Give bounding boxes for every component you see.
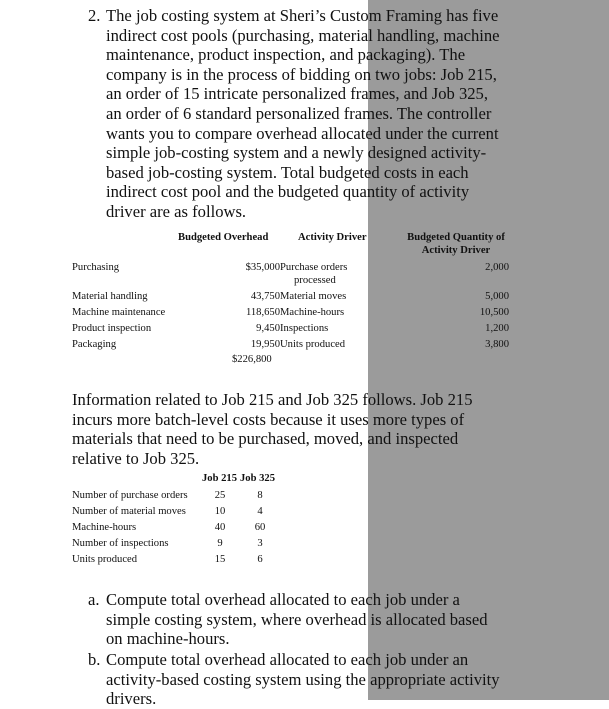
job215-value: 40 [214, 522, 226, 533]
pool-label: Packaging [72, 339, 117, 350]
job-row-label: Units produced [72, 554, 138, 565]
overhead-total: $226,800 [232, 354, 272, 365]
part-a-label: a. [88, 590, 100, 609]
job325-value: 6 [257, 554, 263, 565]
overhead-value: $35,000 [245, 262, 280, 273]
job325-value: 4 [257, 506, 263, 517]
overhead-value: 19,950 [250, 339, 280, 350]
driver-label: Purchase orders [280, 262, 348, 273]
job-row-label: Machine-hours [72, 522, 137, 533]
overhead-value: 118,650 [245, 307, 280, 318]
pool-label: Machine maintenance [72, 307, 166, 318]
overhead-value: 43,750 [250, 291, 280, 302]
question-line: wants you to compare overhead allocated under the current [106, 123, 499, 143]
part-a-text [106, 590, 488, 649]
pool-label: Material handling [72, 291, 148, 302]
part-b-line: drivers. [106, 689, 157, 709]
question-line: indirect cost pool and the budgeted quantity of activity [106, 182, 470, 202]
info-line: Information related to Job 215 and Job 325 follows. Job 215 [72, 390, 473, 409]
header-quantity-line: Activity Driver [421, 245, 491, 256]
question-line: based job-costing system. Total budgeted costs in each [106, 162, 469, 182]
header-activity-driver: Activity Driver [298, 232, 367, 243]
job215-value: 9 [217, 538, 223, 549]
job215-value: 10 [214, 506, 226, 517]
job-row-label: Number of material moves [72, 506, 186, 517]
header-budgeted-overhead: Budgeted Overhead [178, 232, 269, 243]
driver-label: Units produced [280, 339, 346, 350]
job215-value: 15 [214, 554, 226, 565]
question-line: simple job-costing system and a newly designed activity- [106, 143, 487, 163]
driver-label-cont: processed [294, 275, 336, 286]
job325-value: 60 [254, 522, 266, 533]
info-line: incurs more batch-level costs because it uses more types of [72, 409, 465, 429]
header-job215: Job 215 [202, 473, 238, 484]
quantity-value: 2,000 [485, 262, 509, 273]
header-quantity [392, 231, 520, 257]
job325-value: 3 [257, 538, 263, 549]
question-text [106, 6, 500, 222]
pool-label: Product inspection [72, 323, 152, 334]
quantity-value: 1,200 [485, 323, 509, 334]
quantity-value: 5,000 [485, 291, 509, 302]
info-line: materials that need to be purchased, moved, and inspected [72, 429, 459, 449]
part-a-line: Compute total overhead allocated to each job under a [106, 590, 460, 609]
driver-label: Material moves [280, 291, 347, 302]
question-line: company is in the process of bidding on two jobs: Job 215, [106, 64, 497, 84]
part-a-line: simple costing system, where overhead is allocated based [106, 609, 488, 629]
part-b-line: activity-based costing system using the appropriate activity [106, 669, 500, 689]
part-b-line: Compute total overhead allocated to each job under an [106, 650, 469, 669]
job-row-label: Number of purchase orders [72, 490, 188, 501]
driver-label: Machine-hours [280, 307, 345, 318]
question-line: driver are as follows. [106, 201, 247, 221]
question-line: The job costing system at Sheri’s Custom Framing has five [106, 6, 499, 25]
quantity-value: 3,800 [485, 339, 509, 350]
part-b-label: b. [88, 650, 101, 669]
info-text [72, 390, 473, 468]
question-line: an order of 6 standard personalized frames. The controller [106, 103, 492, 123]
question-line: indirect cost pools (purchasing, material handling, machine [106, 25, 500, 45]
question-line: an order of 15 intricate personalized frames, and Job 325, [106, 84, 488, 104]
pool-label: Purchasing [72, 262, 120, 273]
job-row-label: Number of inspections [72, 538, 169, 549]
job215-value: 25 [214, 490, 226, 501]
part-a-line: on machine-hours. [106, 629, 230, 649]
info-line: relative to Job 325. [72, 448, 200, 468]
job325-value: 8 [257, 490, 263, 501]
driver-label: Inspections [280, 323, 329, 334]
question-number: 2. [88, 6, 101, 25]
quantity-value: 10,500 [479, 307, 509, 318]
overhead-value: 9,450 [256, 323, 280, 334]
header-quantity-line: Budgeted Quantity of [407, 232, 505, 243]
header-job325: Job 325 [240, 473, 276, 484]
question-line: maintenance, product inspection, and packaging). The [106, 45, 466, 65]
